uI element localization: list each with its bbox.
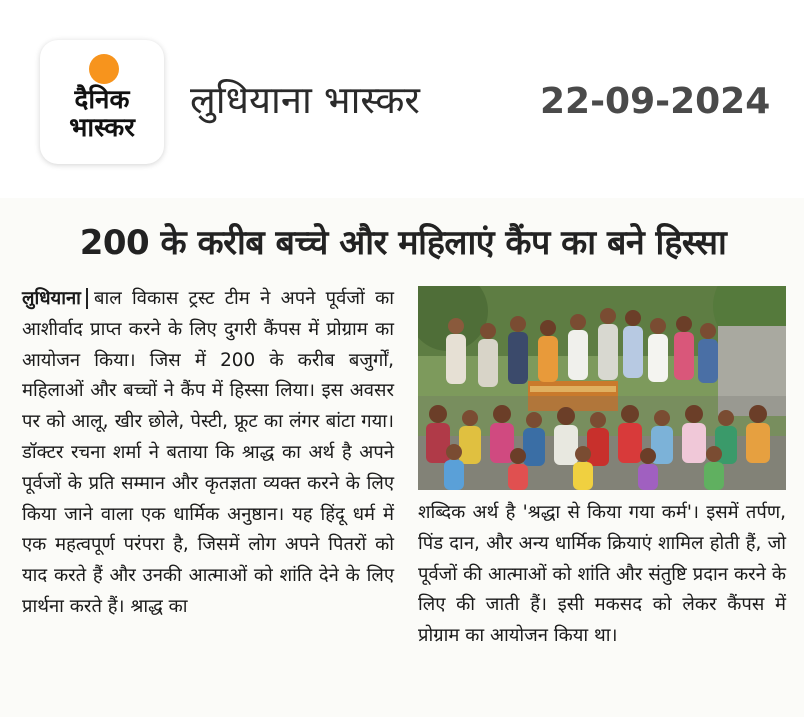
sun-icon: [89, 54, 119, 84]
article-headline: 200 के करीब बच्चे और महिलाएं कैंप का बने हिस्सा: [79, 223, 727, 263]
group-photo-image: [418, 286, 786, 490]
dateline: लुधियाना: [22, 288, 88, 309]
publication-date: 22-09-2024: [540, 81, 771, 122]
newspaper-header: [0, 0, 804, 190]
dainik-bhaskar-logo: [40, 40, 164, 164]
edition-name: लुधियाना भास्कर: [190, 78, 420, 122]
logo-line-2: भास्कर: [69, 113, 135, 143]
article-body-left: बाल विकास ट्रस्ट टीम ने अपने पूर्वजों का आशीर्वाद प्राप्त करने के लिए दुगरी कैंपस में प्रोग्राम का आयोजन किया। जिस में 200 के करीब बजुर्गों, महिलाओं और बच्चों ने कैंप में हिस्सा लिया। इस अवसर पर को आलू, खीर छोले, पेस्टी, फ्रूट का लंगर बांटा गया। डॉक्टर रचना शर्मा ने बताया कि श्राद्ध का अर्थ है अपने पूर्वजों के प्रति सम्मान और कृतज्ञता व्यक्त करने के लिए किया जाने वाला एक धार्मिक अनुष्ठान। यह हिंदू धर्म में एक महत्वपूर्ण परंपरा है, जिसमें लोग अपने पितरों को याद करते हैं और उनकी आत्माओं को शांति देने के लिए प्रार्थना करते हैं। श्राद्ध का: [22, 288, 394, 617]
article-column-left: [22, 284, 394, 623]
article-column-right: शब्दिक अर्थ है 'श्रद्धा से किया गया कर्म'। इसमें तर्पण, पिंड दान, और अन्य धार्मिक क्रियाएं शामिल होती हैं, जो पूर्वजों की आत्माओं को शांति और संतुष्टि प्रदान करने के लिए की जाती हैं। इसी मकसद को लेकर कैंपस में प्रोग्राम का आयोजन किया था।: [418, 502, 786, 647]
logo-line-1: दैनिक: [74, 85, 130, 115]
article-photo: [418, 286, 786, 490]
news-clipping: [0, 198, 804, 717]
